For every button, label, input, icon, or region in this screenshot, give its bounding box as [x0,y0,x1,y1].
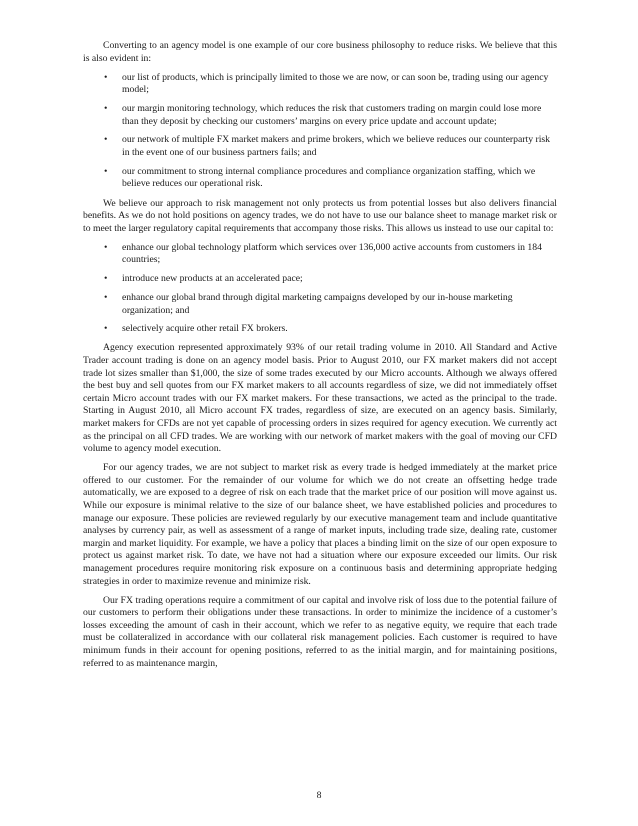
list-item-text: selectively acquire other retail FX brokers. [122,323,288,335]
document-body [83,40,557,677]
paragraph: For our agency trades, we are not subject to market risk as every trade is hedged immediately at the market price offered to our customer. For the remainder of our volume for which we do not create an offsetting hedge trade automatically, we are exposed to a degree of risk on each trade that the market price of our position will move against us. While our exposure is minimal relative to the size of our balance sheet, we have established policies and procedures to manage our exposure. These policies are reviewed regularly by our executive management team and include quantitative analyses by currency pair, as well as assessment of a range of market inputs, including trade size, dealing rate, customer margin and market liquidity. For example, we have a policy that places a binding limit on the size of our open exposure to protect us against market risk. To date, we have not had a situation where our exposure exceeded our limits. Our risk management procedures require monitoring risk exposure on a continuous basis and determining appropriate hedging strategies in order to maximize revenue and minimize risk. [83,462,557,587]
list-item-text: enhance our global brand through digital marketing campaigns developed by our in-house marketing organization; and [122,291,513,316]
list-item [83,72,557,97]
paragraph: We believe our approach to risk management not only protects us from potential losses but also delivers financial benefits. As we do not hold positions on agency trades, we do not have to use our balance sheet to manage market risk or to meet the larger regulatory capital requirements that accompany those risks. This allows us instead to use our capital to: [83,197,557,234]
list-item-text: our margin monitoring technology, which reduces the risk that customers trading on margin could lose more than they deposit by checking our customers’ margins on every price update and account update; [122,103,542,127]
bullet-icon: • [104,273,108,285]
bullet-icon: • [104,291,108,303]
bullet-icon: • [104,241,108,253]
bullet-list [83,72,557,191]
bullet-icon: • [104,323,108,335]
bullet-icon: • [104,134,108,146]
bullet-icon: • [104,103,108,115]
list-item-text: our commitment to strong internal compliance procedures and compliance organization staffing, which we believe reduces our operational risk. [122,165,536,190]
list-item [83,242,557,267]
list-item-text: our network of multiple FX market makers and prime brokers, which we believe reduces our counterparty risk in the event one of our business partners fails; and [122,134,551,159]
list-item [83,134,557,159]
list-item [83,166,557,191]
bullet-list [83,242,557,336]
paragraph: Converting to an agency model is one example of our core business philosophy to reduce risks. We believe that this is also evident in: [83,40,557,64]
list-item-text: introduce new products at an accelerated pace; [122,273,303,285]
bullet-icon: • [104,165,108,177]
bullet-icon: • [104,71,108,83]
list-item-text: enhance our global technology platform which services over 136,000 active accounts from customers in 184 countries; [122,241,542,266]
list-item-text: our list of products, which is principally limited to those we are now, or can soon be, trading using our agency model; [122,71,549,96]
paragraph: Agency execution represented approximately 93% of our retail trading volume in 2010. All Standard and Active Trader account trading is done on an agency model basis. Prior to August 2010, our FX market makers did not accept trade lot sizes smaller than $1,000, the size of some trades executed by our Micro accounts. Although we always offered the best buy and sell quotes from our FX market makers to all accounts regardless of size, we did not immediately offset certain Micro account trades with our FX market makers. For these transactions, we acted as the principal to the trade. Starting in August 2010, all Micro account FX trades, regardless of size, are executed on an agency basis. Similarly, market makers for CFDs are not yet capable of processing orders in sizes required for agency execution. We currently act as the principal on all CFD trades. We are working with our network of market makers with the goal of moving our CFD volume to agency model execution. [83,342,557,455]
list-item [83,273,557,286]
list-item [83,292,557,317]
page-number: 8 [316,790,322,801]
list-item [83,323,557,336]
paragraph: Our FX trading operations require a commitment of our capital and involve risk of loss due to the potential failure of our customers to perform their obligations under these transactions. In order to minimize the incidence of a customer’s losses exceeding the amount of cash in their account, which we refer to as negative equity, we require that each trade must be collateralized in accordance with our collateral risk management policies. Each customer is required to have minimum funds in their account for opening positions, referred to as the initial margin, and for maintaining positions, referred to as maintenance margin, [83,594,557,669]
list-item [83,103,557,128]
